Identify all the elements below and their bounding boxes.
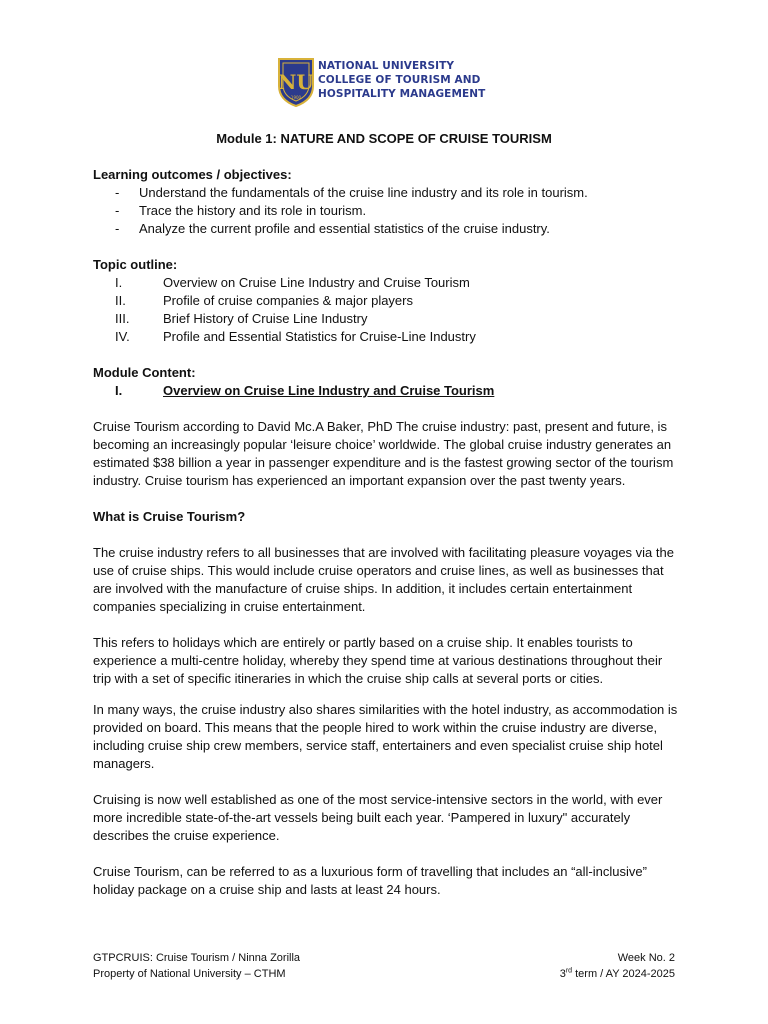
list-item: - Understand the fundamentals of the cruise line industry and its role in tourism. <box>93 184 683 202</box>
logo-line: NATIONAL UNIVERSITY <box>318 60 455 72</box>
objectives-heading: Learning outcomes / objectives: <box>93 167 292 182</box>
paragraph: Cruise Tourism according to David Mc.A Baker, PhD The cruise industry: past, present and future, is becoming an increasingly popular ‘leisure choice’ worldwide. The global cruise industry generates an estimated $38 billion a year in passenger expenditure and is the fastest growing sector of the tourism industry. Cruise tourism has experienced an important expansion over the past twenty years. <box>93 419 674 488</box>
svg-text:NU: NU <box>278 70 314 94</box>
university-name <box>318 59 485 101</box>
paragraph: Cruise Tourism, can be referred to as a luxurious form of travelling that includes an “all-inclusive” holiday package on a cruise ship and lasts at least 24 hours. <box>93 864 647 897</box>
footer-term: 3rd term / AY 2024-2025 <box>559 967 675 980</box>
svg-text:1900: 1900 <box>290 95 302 100</box>
footer-property: Property of National University – CTHM <box>93 968 286 980</box>
paragraph: Cruising is now well established as one of the most service-intensive sectors in the world, with ever more incredible state-of-the-art vessels being built each year. ‘Pampered in luxury" accurately describes the cruise experience. <box>93 792 663 843</box>
footer-week: Week No. 2 <box>617 952 675 964</box>
list-item: - Trace the history and its role in tourism. <box>93 202 683 220</box>
list-item: - Analyze the current profile and essential statistics of the cruise industry. <box>93 220 683 238</box>
outline-list <box>93 274 683 346</box>
objectives-list <box>93 184 683 238</box>
logo-line: COLLEGE OF TOURISM AND <box>318 74 481 86</box>
list-item: III. Brief History of Cruise Line Industry <box>115 311 368 326</box>
list-item: I. Overview on Cruise Line Industry and Cruise Tourism <box>115 275 470 290</box>
document-body <box>93 166 683 899</box>
logo-line: HOSPITALITY MANAGEMENT <box>318 88 486 100</box>
outline-heading: Topic outline: <box>93 257 178 272</box>
paragraph: This refers to holidays which are entirely or partly based on a cruise ship. It enables tourists to experience a multi-centre holiday, whereby they spend time at various destinations throughout their trip with a set of specific itineraries in which the cruise ship calls at several ports or cities. <box>93 635 663 686</box>
university-header <box>276 56 496 108</box>
list-item: II. Profile of cruise companies & major players <box>115 293 413 308</box>
what-is-heading: What is Cruise Tourism? <box>93 509 246 524</box>
bullet-dash: - <box>115 221 120 236</box>
module-title: Module 1: NATURE AND SCOPE OF CRUISE TOURISM <box>216 131 552 146</box>
paragraph: In many ways, the cruise industry also shares similarities with the hotel industry, as accommodation is provided on board. This means that the people hired to work within the cruise industry are diverse, including cruise ship crew members, service staff, entertainers and even specialist cruise ship hotel managers. <box>93 702 678 771</box>
paragraph: The cruise industry refers to all businesses that are involved with facilitating pleasure voyages via the use of cruise ships. This would include cruise operators and cruise lines, as well as businesses that are involved with the manufacture of cruise ships. In addition, it includes certain entertainment companies specializing in cruise entertainment. <box>93 545 674 614</box>
list-item: IV. Profile and Essential Statistics for Cruise-Line Industry <box>115 329 476 344</box>
university-seal-icon <box>276 56 316 108</box>
footer-course: GTPCRUIS: Cruise Tourism / Ninna Zorilla <box>93 952 301 964</box>
page-footer <box>93 950 675 982</box>
module-content-heading: Module Content: <box>93 365 196 380</box>
bullet-dash: - <box>115 185 120 200</box>
section-heading: I. Overview on Cruise Line Industry and Cruise Tourism <box>115 383 495 398</box>
bullet-dash: - <box>115 203 120 218</box>
section-title: Overview on Cruise Line Industry and Cruise Tourism <box>163 383 495 398</box>
